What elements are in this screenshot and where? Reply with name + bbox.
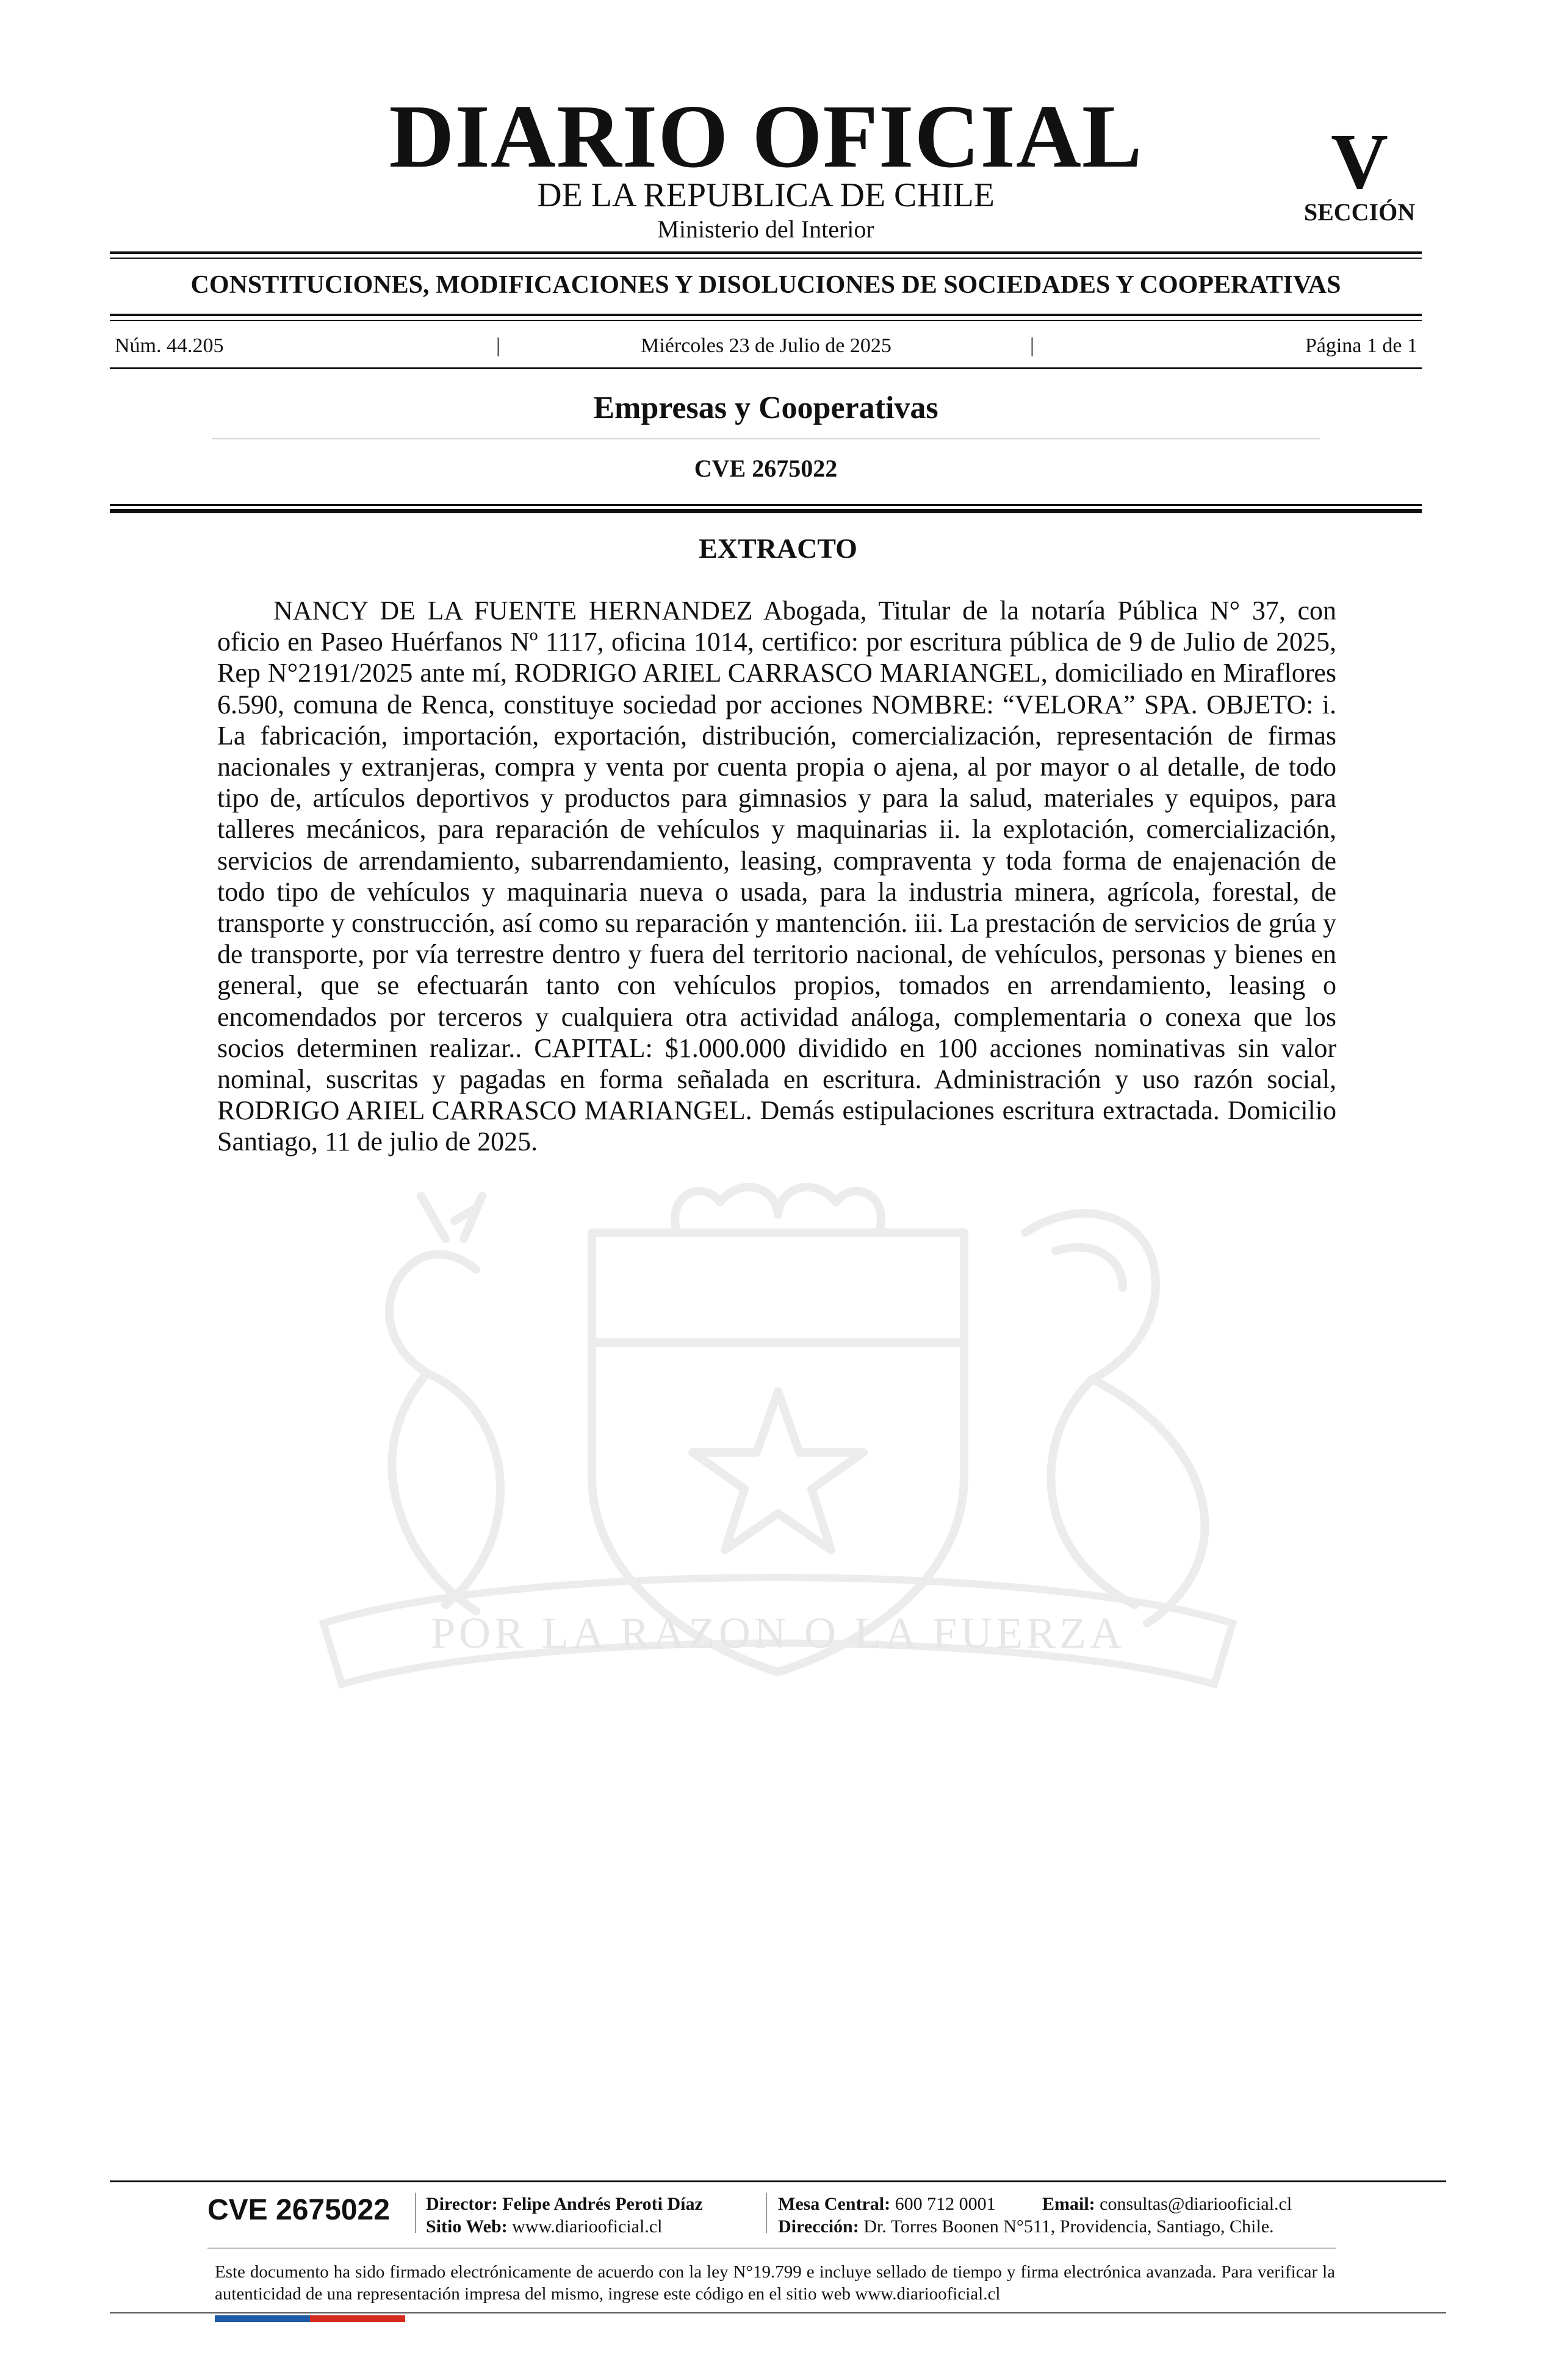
director-label: Director:	[426, 2194, 498, 2214]
signature-notice: Este documento ha sido firmado electrónicamente de acuerdo con la ley N°19.799 e incluye sellado de tiempo y firma electrónica avanzada. Para verificar la autenticidad de una representación impresa del mismo, ingrese este código en el sitio web www.diariooficial.cl	[215, 2262, 1335, 2304]
address-value: Dr. Torres Boonen N°511, Providencia, Santiago, Chile.	[863, 2216, 1274, 2237]
website-link[interactable]: www.diariooficial.cl	[512, 2216, 663, 2237]
issue-number: Núm. 44.205	[115, 334, 224, 357]
footer-email	[1042, 2195, 1292, 2213]
extract-body: NANCY DE LA FUENTE HERNANDEZ Abogada, Titular de la notaría Pública N° 37, con oficio en Paseo Huérfanos Nº 1117, oficina 1014, certifico: por escritura pública de 9 de Julio de 2025, Rep N°2191/2025 ante mí, RODRIGO ARIEL CARRASCO MARIANGEL, domiciliado en Miraflores 6.590, comuna de Renca, constituye sociedad por acciones NOMBRE: “VELORA” SPA. OBJETO: i. La fabricación, importación, exportación, distribución, comercialización, representación de firmas nacionales y extranjeras, compra y venta por cuenta propia o ajena, al por mayor o al detalle, de todo tipo de, artículos deportivos y productos para gimnasios y para la salud, materiales y equipos, para talleres mecánicos, para reparación de vehículos y maquinarias ii. la explotación, comercialización, servicios de arrendamiento, subarrendamiento, leasing, compraventa y toda forma de enajenación de todo tipo de vehículos y maquinaria nueva o usada, para la industria minera, agrícola, forestal, de transporte y construcción, así como su reparación y mantención. iii. La prestación de servicios de grúa y de transporte, por vía terrestre dentro y fuera del territorio nacional, de vehículos, personas y bienes en general, que se efectuarán tanto con vehículos propios, tomados en arrendamiento, leasing o encomendados por terceros y cualquiera otra actividad análoga, complementaria o conexa que los socios determinen realizar.. CAPITAL: $1.000.000 dividido en 100 acciones nominativas sin valor nominal, suscritas y pagadas en forma señalada en escritura. Administración y uso razón social, RODRIGO ARIEL CARRASCO MARIANGEL. Demás estipulaciones escritura extractada. Domicilio Santiago, 11 de julio de 2025.	[217, 596, 1336, 1157]
divider	[212, 438, 1320, 439]
masthead-title: DIARIO OFICIAL	[389, 87, 1143, 187]
email-link[interactable]: consultas@diariooficial.cl	[1100, 2194, 1292, 2214]
footer-divider	[110, 2180, 1446, 2182]
divider	[110, 258, 1422, 259]
issue-date: Miércoles 23 de Julio de 2025	[641, 334, 891, 357]
phone-value: 600 712 0001	[895, 2194, 996, 2214]
footer-phone	[778, 2195, 996, 2213]
footer-address	[778, 2218, 1274, 2236]
section-numeral: V	[1331, 118, 1388, 206]
website-label: Sitio Web:	[426, 2216, 508, 2237]
footer-divider	[110, 2312, 1446, 2313]
email-label: Email:	[1042, 2194, 1095, 2214]
section-heading: Empresas y Cooperativas	[593, 391, 938, 425]
divider	[110, 367, 1422, 369]
issue-separator: |	[1030, 334, 1034, 357]
issue-separator: |	[496, 334, 500, 357]
divider	[110, 320, 1422, 321]
flag-stripe-red	[310, 2315, 405, 2322]
issue-info-row	[115, 336, 1417, 360]
footer-divider	[207, 2248, 1336, 2249]
phone-label: Mesa Central:	[778, 2194, 891, 2214]
director-name: Felipe Andrés Peroti Díaz	[502, 2194, 703, 2214]
divider	[110, 504, 1422, 506]
category-heading: CONSTITUCIONES, MODIFICACIONES Y DISOLUCIONES DE SOCIEDADES Y COOPERATIVAS	[190, 271, 1341, 299]
masthead-subtitle: DE LA REPUBLICA DE CHILE	[537, 176, 995, 214]
cve-code: CVE 2675022	[694, 455, 838, 482]
flag-stripe-blue	[215, 2315, 310, 2322]
masthead-ministry: Ministerio del Interior	[657, 215, 874, 243]
divider	[110, 251, 1422, 254]
extract-heading: EXTRACTO	[699, 533, 857, 564]
section-label: SECCIÓN	[1303, 198, 1416, 226]
footer-divider	[415, 2193, 416, 2233]
footer-website	[426, 2218, 662, 2236]
coat-of-arms-icon	[214, 1159, 1342, 1739]
footer-cve-code: CVE 2675022	[207, 2194, 390, 2226]
divider	[110, 509, 1422, 513]
watermark-motto: POR LA RAZON O LA FUERZA	[430, 1609, 1126, 1657]
issue-page: Página 1 de 1	[1305, 334, 1417, 357]
footer-divider	[766, 2193, 767, 2233]
footer-director	[426, 2195, 703, 2213]
divider	[110, 314, 1422, 316]
address-label: Dirección:	[778, 2216, 859, 2237]
